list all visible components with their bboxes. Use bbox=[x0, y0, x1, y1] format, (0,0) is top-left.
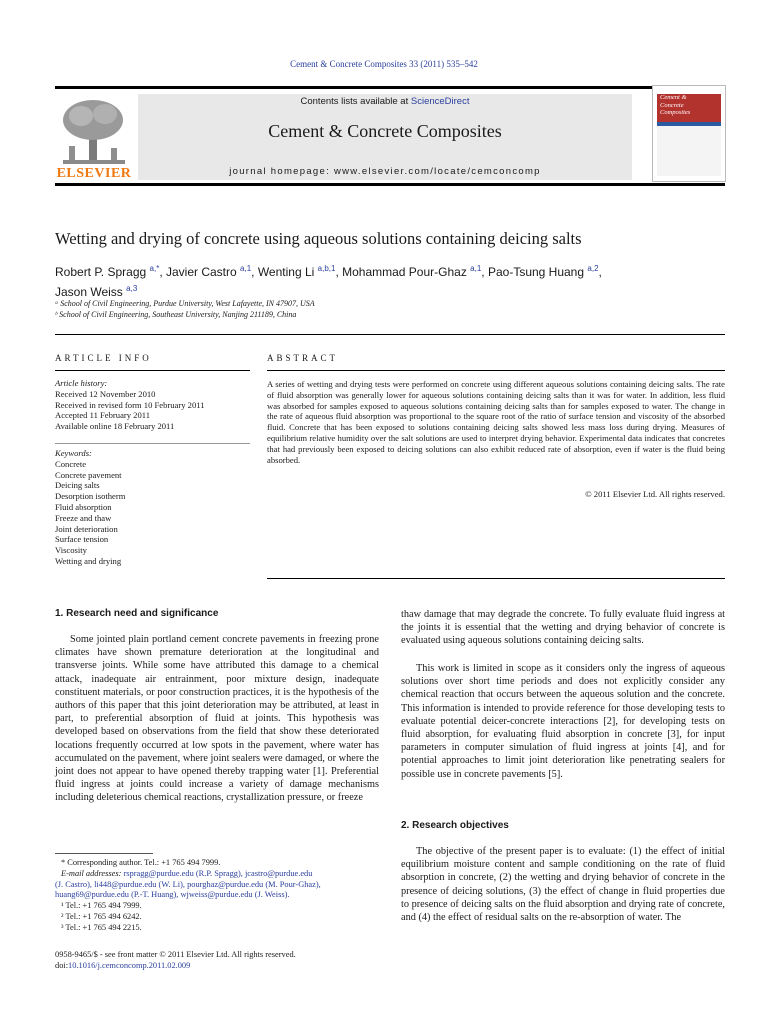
keyword: Deicing salts bbox=[55, 480, 100, 491]
cover-title-line: Composites bbox=[660, 109, 691, 116]
section-1-paragraph: Some jointed plain portland cement concrete pavements in freezing prone climates have shown premature deterioration at the longitudinal and transverse joints. While some have attributed this damage to a chemical attack, inadequate air entrainment, poor mixture design, inadequate constituent materials, or poor construction practices, it is the hypothesis of the authors of this paper that this joint deterioration may be attributed, at least in part, to preferential absorption of fluid at joints. This hypothesis was developed based on observations from the field that show these deteriorated locations frequently occurred at low spots in the pavement, where water has accumulated on the pavement, where joint sealers were damaged, or where the joint does not appear to have opened thereby trapping water [1]. Preferential fluid ingress at joints could increase a variety of damage mechanisms including deleterious chemical reactions, crystallization pressure, or freeze bbox=[55, 634, 379, 804]
email-links[interactable]: (J. Castro), li448@purdue.edu (W. Li), pourghaz@purdue.edu (M. Pour-Ghaz), bbox=[55, 879, 321, 889]
divider bbox=[267, 578, 725, 579]
journal-reference[interactable]: Cement & Concrete Composites 33 (2011) 535–542 bbox=[290, 59, 478, 69]
keyword: Desorption isotherm bbox=[55, 491, 126, 502]
section-2-paragraph: The objective of the present paper is to evaluate: (1) the effect of initial equilibrium moisture content and sample conditioning on the rate of fluid absorption in concrete, (2) the wetting and drying behavior of concrete in the presence of deicing solutions, (3) the effect of change in fluid properties due to presence of deicing salts on the fluid absorption and drying rate of concrete, and (4) the effect of residual salts on the re-absorption of water. The bbox=[401, 846, 725, 924]
keyword: Fluid absorption bbox=[55, 501, 112, 512]
history-item: Accepted 11 February 2011 bbox=[55, 410, 151, 421]
issn-line: 0958-9465/$ - see front matter © 2011 Elsevier Ltd. All rights reserved. bbox=[55, 950, 296, 959]
keyword: Concrete bbox=[55, 458, 87, 469]
author-affil-marker[interactable]: a,b,1 bbox=[317, 264, 336, 273]
header-top-rule bbox=[55, 86, 725, 89]
footnote-rule bbox=[55, 853, 153, 854]
email-links[interactable]: rspragg@purdue.edu (R.P. Spragg), jcastro@purdue.edu bbox=[123, 868, 313, 878]
divider bbox=[55, 370, 250, 371]
affiliation-a: ᵃ School of Civil Engineering, Purdue University, West Lafayette, IN 47907, USA bbox=[55, 299, 315, 308]
author-affil-marker[interactable]: a,3 bbox=[126, 283, 138, 293]
author-list: Robert P. Spragg $^{a,*}$, Javier Castro $^{a,1}$, Wenting Li $^{a,b,1}$, Mohammad Pour-Ghaz $^{a,1}$, Pao-Tsung Huang $^{a,2}$, Jason Weiss $^{a,3}$ bbox=[55, 264, 602, 299]
doi-link[interactable]: 10.1016/j.cemconcomp.2011.02.009 bbox=[68, 960, 191, 970]
author-affil-marker[interactable]: a,1 bbox=[240, 264, 252, 273]
journal-cover-image bbox=[652, 85, 726, 182]
section-2-heading: 2. Research objectives bbox=[401, 820, 509, 831]
divider bbox=[55, 334, 725, 335]
keywords bbox=[55, 448, 250, 567]
cover-title-band bbox=[657, 94, 721, 122]
footnote-corresponding: * Corresponding author. Tel.: +1 765 494 7999. bbox=[61, 858, 221, 867]
author-name: Pao-Tsung Huang bbox=[487, 265, 585, 279]
history-item: Received in revised form 10 February 2011 bbox=[55, 399, 205, 410]
affiliation-b: ᵇ School of Civil Engineering, Southeast University, Nanjing 211189, China bbox=[55, 310, 297, 319]
keyword: Viscosity bbox=[55, 545, 87, 556]
section-1-heading: 1. Research need and significance bbox=[55, 608, 219, 619]
doi-line bbox=[55, 961, 379, 972]
abstract-text: A series of wetting and drying tests were performed on concrete using different aqueous solutions containing deicing salts. The rate of fluid absorption was generally lower for aqueous solutions containing deicing salts than it was for water. In addition, less fluid was absorbed for samples exposed to aqueous solutions containing deicing salts than for samples exposed to water. The change in the rate of aqueous fluid absorption was proportional to the square root of the ratio of surface tension and viscosity of the absorbed fluid. Concrete that has been exposed to solutions containing deicing salts showed less mass loss during drying. Measures of equilibrium relative humidity over the salt solutions are used to interpret drying behavior. Experimental data indicates that concretes that had previously been exposed to deicing solutions can also exhibit reduced rate of absorption, even if water is the fluid being absorbed. bbox=[267, 379, 725, 465]
author-name: Wenting Li bbox=[257, 265, 315, 279]
footnote-emails bbox=[55, 869, 379, 880]
email-links[interactable]: huang69@purdue.edu (P.-T. Huang), wjweiss@purdue.edu (J. Weiss). bbox=[55, 890, 290, 900]
author-affil-marker[interactable]: a,1 bbox=[470, 264, 482, 273]
author-name: Javier Castro bbox=[165, 265, 237, 279]
history-item: Available online 18 February 2011 bbox=[55, 421, 175, 432]
cover-title-line: Cement & bbox=[660, 94, 687, 101]
article-info-heading: ARTICLE INFO bbox=[55, 353, 152, 363]
header-bottom-rule bbox=[55, 183, 725, 186]
history-label: Article history: bbox=[55, 378, 108, 388]
article-history bbox=[55, 378, 250, 432]
keyword: Concrete pavement bbox=[55, 469, 122, 480]
author-affil-marker[interactable]: a,* bbox=[149, 264, 160, 273]
author-name: Robert P. Spragg bbox=[55, 265, 147, 279]
history-item: Received 12 November 2010 bbox=[55, 388, 156, 399]
keyword: Surface tension bbox=[55, 534, 109, 545]
author-affil-marker[interactable]: a,2 bbox=[587, 264, 599, 273]
scope-paragraph: This work is limited in scope as it considers only the ingress of aqueous solutions over short time periods and does not explicitly consider any chemical reaction that occurs between the aqueous solution and the concrete. This information is intended to provide reference for those developing tests to evaluate potential deicer-concrete interactions [2], for developing tests on fluid absorption, for evaluating fluid absorption in concrete [3], for input parameters in computer simulation of fluid ingress at joints [4], and for potential approaches to limit joint deterioration like penetrating sealers for possible use in concrete pavements [5]. bbox=[401, 663, 725, 780]
author-name: Jason Weiss bbox=[55, 284, 123, 299]
front-matter bbox=[55, 950, 379, 972]
contents-available bbox=[138, 96, 632, 107]
abstract-copyright: © 2011 Elsevier Ltd. All rights reserved. bbox=[585, 489, 725, 499]
divider bbox=[55, 443, 250, 444]
abstract-heading: ABSTRACT bbox=[267, 353, 339, 363]
cover-title-line: Concrete bbox=[660, 101, 684, 109]
contents-prefix: Contents lists available at bbox=[300, 96, 411, 107]
keyword: Wetting and drying bbox=[55, 555, 122, 566]
email-label: E-mail addresses: bbox=[61, 868, 122, 878]
keyword: Joint deterioration bbox=[55, 523, 118, 534]
author-name: Mohammad Pour-Ghaz bbox=[342, 265, 467, 279]
doi-prefix: doi: bbox=[55, 960, 69, 970]
keywords-label: Keywords: bbox=[55, 448, 92, 458]
footnote-tel: ¹ Tel.: +1 765 494 7999. bbox=[61, 901, 142, 911]
footnotes bbox=[55, 858, 379, 934]
sciencedirect-link[interactable]: ScienceDirect bbox=[410, 96, 470, 107]
divider bbox=[267, 370, 725, 371]
continued-paragraph: thaw damage that may degrade the concrete. To fully evaluate fluid ingress at the joints it is essential that the wetting and drying behavior of concrete is evaluated using aqueous solutions containing deicing salts. bbox=[401, 609, 725, 647]
keyword: Freeze and thaw bbox=[55, 512, 112, 523]
journal-title: Cement & Concrete Composites bbox=[268, 121, 502, 141]
elsevier-wordmark: ELSEVIER bbox=[56, 166, 132, 181]
footnote-tel: ² Tel.: +1 765 494 6242. bbox=[61, 911, 142, 921]
cover-body bbox=[657, 126, 721, 176]
footnote-tel: ³ Tel.: +1 765 494 2215. bbox=[61, 922, 142, 932]
journal-homepage[interactable]: journal homepage: www.elsevier.com/locate/cemconcomp bbox=[229, 166, 541, 177]
article-title: Wetting and drying of concrete using aqueous solutions containing deicing salts bbox=[55, 229, 582, 248]
